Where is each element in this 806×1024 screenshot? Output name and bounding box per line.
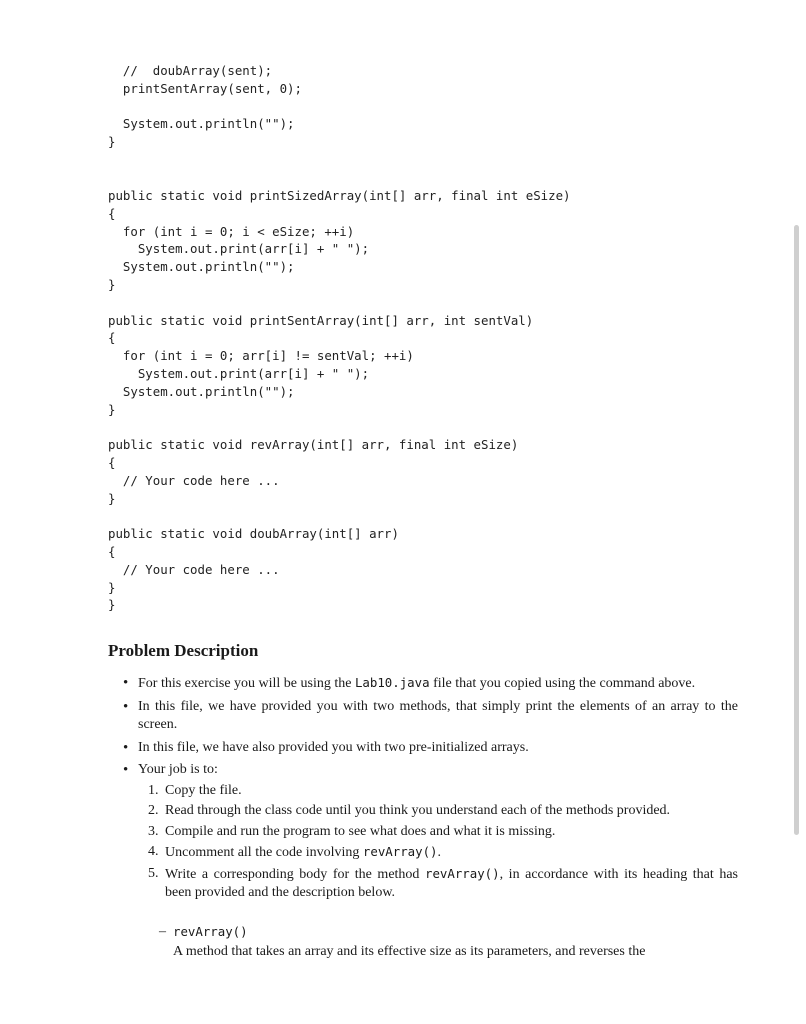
step-item: 1. Copy the file. (148, 782, 242, 798)
list-item: • In this file, we have also provided you with two pre-initialized arrays. (123, 739, 738, 758)
section-title: Problem Description (108, 641, 259, 660)
list-item: • For this exercise you will be using the Lab10.java file that you copied using the command above. (123, 674, 738, 694)
step-item: 5. Write a corresponding body for the method revArray(), in accordance with its heading that has been provided and the description below. (148, 865, 738, 900)
sub-item (123, 923, 738, 943)
code-block-main-end: // doubArray(sent); printSentArray(sent, 0); System.out.println(""); } (108, 63, 302, 150)
step-item: 3. Compile and run the program to see what does and what it is missing. (148, 823, 556, 839)
problem-description (123, 674, 738, 907)
method-code: revArray() (425, 865, 500, 881)
method-code: revArray() (173, 924, 248, 939)
method-code: revArray() (362, 844, 438, 859)
step-item: 2. Read through the class code until you think you understand each of the methods provided. (148, 803, 671, 818)
sub-item-block (123, 922, 738, 961)
list-item: • Your job is to: 1. Copy the file. 2. Read through the class code until you think you understand each of the methods provided. 3. Compile and run the program to see what does and what it is missing. 4. Uncomment all the code involving revArray(). 5. Write a corresponding body for the method revArray(), in accordance with its heading that has been provided and the description below. (123, 761, 738, 903)
list-item: • In this file, we have provided you with two methods, that simply print the elements of an array to the screen. (123, 698, 738, 735)
step-item: 4. Uncomment all the code involving revArray(). (148, 844, 442, 860)
steps-list (138, 782, 738, 903)
filename-code: Lab10.java (354, 675, 430, 690)
code-block-methods: public static void printSizedArray(int[] arr, final int eSize) { for (int i = 0; i < eSize; ++i) System.out.print(arr[i] + " "); System.out.println(""); } public static void printSentArray(int[] arr, int sentVal) { for (int i = 0; arr[i] != sentVal; ++i) System.out.print(arr[i] + " "); System.out.println(""); } public static void revArray(int[] arr, final int eSize) { // Your code here ... } public static void doubArray(int[] arr) { // Your code here ... } } (108, 188, 571, 613)
scrollbar[interactable] (794, 225, 799, 835)
sub-item-description: A method that takes an array and its effective size as its parameters, and reverses the (173, 943, 646, 959)
